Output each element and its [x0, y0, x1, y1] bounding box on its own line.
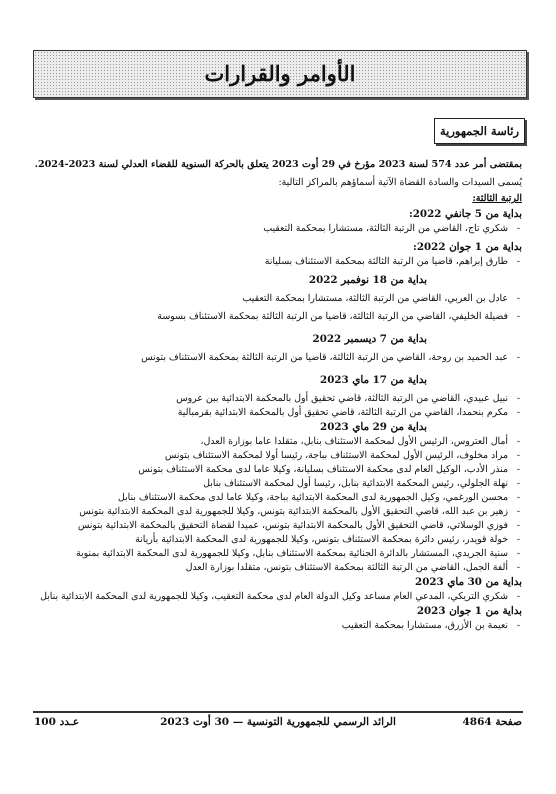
journal-title: الرائد الرسمي للجمهورية التونسية — 30 أوت 2023: [160, 716, 396, 728]
appointment-item: - مراد مخلوف، الرئيس الأول لمحكمة الاستئناف بباجة، رئيسا أولا لمحكمة الاستئناف بتونس: [36, 449, 522, 463]
issuer-box: [434, 118, 525, 144]
appointment-item: - نهلة الجلولي، رئيس المحكمة الابتدائية بنابل، رئيسا أول لمحكمة الاستئناف بنابل: [36, 477, 522, 491]
appointment-item: - ألفة الجمل، القاضي من الرتبة الثالثة بمحكمة الاستئناف بتونس، متقلدا بوزارة العدل: [36, 561, 522, 575]
appointment-item: - شكري تاج، القاضي من الرتبة الثالثة، مستشارا بمحكمة التعقيب: [36, 222, 522, 236]
issuer-label: رئاسة الجمهورية: [440, 124, 519, 138]
date-heading: بداية من 7 ديسمبر 2022: [312, 333, 427, 345]
decree-title: بمقتضى أمر عدد 574 لسنة 2023 مؤرخ في 29 أوت 2023 يتعلق بالحركة السنوية للقضاء العدلي لسنة 2023-2024.: [34, 159, 522, 170]
date-heading: بداية من 29 ماي 2023: [320, 421, 427, 433]
appointment-item: - محسن الورغمي، وكيل الجمهورية لدى المحكمة الابتدائية بباجة، وكيلا عاما لدى محكمة الاستئناف بنابل: [36, 491, 522, 505]
appointment-item: - شكري التريكي، المدعي العام مساعد وكيل الدولة العام لدى محكمة التعقيب، وكيلا للجمهورية لدى المحكمة الابتدائية بنابل: [36, 590, 522, 604]
appointment-item: - فوزي الوسلاتي، قاضي التحقيق الأول بالمحكمة الابتدائية بتونس، عميدا لقضاة التحقيق بالمحكمة الابتدائية بتونس: [36, 519, 522, 533]
page-title: الأوامر والقرارات: [204, 61, 356, 86]
date-heading: بداية من 18 نوفمبر 2022: [308, 274, 427, 286]
page-number: صفحة 4864: [462, 716, 522, 728]
appointment-item: - خولة قويدر، رئيس دائرة بمحكمة الاستئناف بتونس، وكيلا للجمهورية لدى المحكمة الابتدائية بأريانة: [36, 533, 522, 547]
appointment-item: - فضيلة الخليفي، القاضي من الرتبة الثالثة، قاضيا من الرتبة الثالثة بمحكمة الاستئناف بسوسة: [36, 310, 522, 324]
appointment-item: - زهير بن عبد الله، قاضي التحقيق الأول بالمحكمة الابتدائية بتونس، وكيلا للجمهورية لدى المحكمة الابتدائية بتونس: [36, 505, 522, 519]
appointment-item: - عادل بن العربي، القاضي من الرتبة الثالثة، مستشارا بمحكمة التعقيب: [36, 292, 522, 306]
appointment-item: - سنية الجريدي، المستشار بالدائرة الجنائية بمحكمة الاستئناف بنابل، وكيلا للجمهورية لدى المحكمة الابتدائية بمنوبة: [36, 547, 522, 561]
section-banner: [33, 50, 527, 98]
appointment-item: - مكرم بنحمدا، القاضي من الرتبة الثالثة، قاضي تحقيق أول بالمحكمة الابتدائية بقرمبالية: [36, 406, 522, 420]
appointment-item: - منذر الأدب، الوكيل العام لدى محكمة الاستئناف بسليانة، وكيلا عاما لدى محكمة الاستئناف بتونس: [36, 463, 522, 477]
appointment-item: - عبد الحميد بن روحة، القاضي من الرتبة الثالثة، قاضيا من الرتبة الثالثة بمحكمة الاستئناف بتونس: [36, 351, 522, 365]
date-heading: بداية من 17 ماي 2023: [320, 374, 427, 386]
decree-intro: يُسمى السيدات والسادة القضاة الآتية أسماؤهم بالمراكز التالية:: [278, 177, 522, 188]
rank-heading: الرتبة الثالثة:: [472, 193, 522, 204]
appointment-item: - طارق إبراهم، قاضيا من الرتبة الثالثة بمحكمة الاستئناف بسليانة: [36, 255, 522, 269]
appointment-item: - نبيل عبيدي، القاضي من الرتبة الثالثة، قاضي تحقيق أول بالمحكمة الابتدائية ببن عروس: [36, 392, 522, 406]
appointment-item: - نعيمة بن الأزرق، مستشارا بمحكمة التعقيب: [36, 619, 522, 633]
date-heading: بداية من 1 جوان 2023: [416, 605, 522, 617]
appointment-item: - أمال العتروس، الرئيس الأول لمحكمة الاستئناف بنابل، متقلدا عاما بوزارة العدل،: [36, 435, 522, 449]
date-heading: بداية من 5 جانفي 2022:: [408, 208, 522, 220]
footer-divider: [33, 711, 523, 713]
decree-content: [36, 158, 522, 633]
date-heading: بداية من 1 جوان 2022:: [413, 241, 522, 253]
date-heading: بداية من 30 ماي 2023: [415, 576, 522, 588]
issue-number: عـدد 100: [34, 716, 80, 728]
